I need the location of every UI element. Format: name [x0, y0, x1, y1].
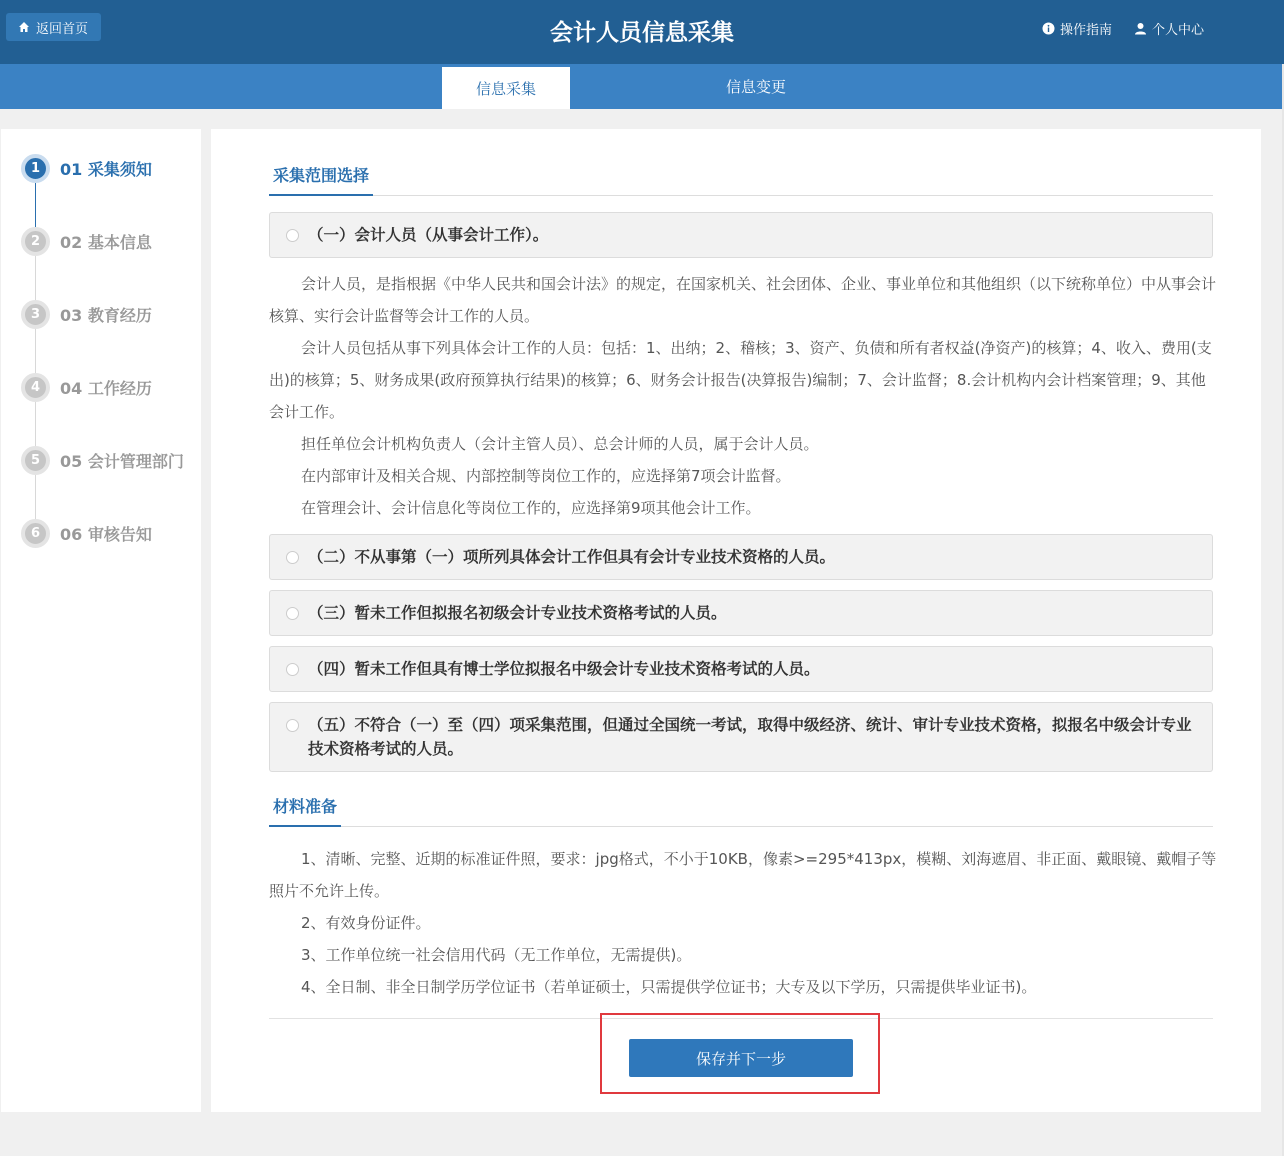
step-number: 4: [21, 373, 50, 402]
scope-option-label: （一）会计人员（从事会计工作）。: [308, 226, 549, 244]
materials-item: 3、工作单位统一社会信用代码（无工作单位，无需提供)。: [301, 946, 692, 964]
radio-button[interactable]: [286, 607, 299, 620]
step-connector: [35, 402, 36, 446]
step-connector: [35, 256, 36, 300]
step-number: 6: [21, 519, 50, 548]
scope-option-4[interactable]: [269, 646, 1213, 692]
guide-link[interactable]: [1042, 19, 1112, 38]
step-label: 06 审核告知: [60, 525, 152, 544]
scope-option-3[interactable]: [269, 590, 1213, 636]
scope-section-header: [269, 158, 1213, 196]
step-2[interactable]: [21, 227, 152, 256]
radio-button[interactable]: [286, 719, 299, 732]
profile-link[interactable]: [1134, 19, 1204, 38]
tab-info-collection[interactable]: 信息采集: [442, 64, 570, 109]
step-label: 04 工作经历: [60, 379, 152, 398]
step-6[interactable]: [21, 519, 152, 548]
scope-option-5[interactable]: [269, 702, 1213, 772]
top-header: [0, 0, 1284, 64]
scope-description: 会计人员，是指根据《中华人民共和国会计法》的规定，在国家机关、社会团体、企业、事业单位和其他组织（以下统称单位）中从事会计核算、实行会计监督等会计工作的人员。: [269, 275, 1217, 325]
step-1[interactable]: [21, 154, 152, 183]
step-sidebar: [1, 129, 201, 1112]
materials-heading: 材料准备: [269, 789, 341, 827]
info-icon: [1042, 22, 1055, 35]
scope-option-label: （二）不从事第（一）项所列具体会计工作但具有会计专业技术资格的人员。: [308, 548, 836, 566]
step-3[interactable]: [21, 300, 152, 329]
materials-item: 4、全日制、非全日制学历学位证书（若单证硕士，只需提供学位证书；大专及以下学历，只需提供毕业证书)。: [301, 978, 1037, 996]
tab-info-change[interactable]: 信息变更: [725, 78, 786, 96]
home-button[interactable]: [6, 13, 101, 41]
scope-heading: 采集范围选择: [269, 158, 373, 196]
materials-item: 2、有效身份证件。: [301, 914, 431, 932]
home-icon: [18, 21, 30, 33]
step-number: 3: [21, 300, 50, 329]
scope-option-1[interactable]: [269, 212, 1213, 258]
step-number: 1: [21, 154, 50, 183]
scope-description: 担任单位会计机构负责人（会计主管人员）、总会计师的人员，属于会计人员。: [301, 435, 819, 453]
profile-link-label: 个人中心: [1151, 23, 1204, 38]
scope-description: 会计人员包括从事下列具体会计工作的人员：包括：1、出纳；2、稽核；3、资产、负债和所有者权益(净资产)的核算；4、收入、费用(支出)的核算；5、财务成果(政府预算执行结果)的核算；6、财务会计报告(决算报告)编制；7、会计监督；8.会计机构内会计档案管理；9、其他会计工作。: [269, 339, 1212, 421]
step-4[interactable]: [21, 373, 152, 402]
main-content: [211, 129, 1261, 1112]
radio-button[interactable]: [286, 663, 299, 676]
step-connector: [35, 329, 36, 373]
scope-option-label: （三）暂未工作但拟报名初级会计专业技术资格考试的人员。: [308, 604, 727, 622]
step-label: 03 教育经历: [60, 306, 152, 325]
step-connector: [35, 475, 36, 519]
home-button-label: 返回首页: [36, 21, 89, 37]
user-icon: [1134, 22, 1147, 35]
step-5[interactable]: [21, 446, 184, 475]
guide-link-label: 操作指南: [1059, 23, 1112, 38]
scope-description: 在内部审计及相关合规、内部控制等岗位工作的，应选择第7项会计监督。: [301, 467, 791, 485]
step-number: 5: [21, 446, 50, 475]
scope-option-label: （五）不符合（一）至（四）项采集范围，但通过全国统一考试，取得中级经济、统计、审计专业技术资格，拟报名中级会计专业技术资格考试的人员。: [308, 716, 1192, 758]
radio-button[interactable]: [286, 229, 299, 242]
scope-option-label: （四）暂未工作但具有博士学位拟报名中级会计专业技术资格考试的人员。: [308, 660, 820, 678]
save-next-button[interactable]: 保存并下一步: [629, 1039, 853, 1077]
materials-section-header: [269, 789, 1213, 827]
step-label: 02 基本信息: [60, 233, 152, 252]
scope-description: 在管理会计、会计信息化等岗位工作的，应选择第9项其他会计工作。: [301, 499, 761, 517]
materials-item: 1、清晰、完整、近期的标准证件照，要求：jpg格式，不小于10KB，像素>=295*413px，模糊、刘海遮眉、非正面、戴眼镜、戴帽子等照片不允许上传。: [269, 850, 1217, 900]
divider: [269, 1018, 1213, 1019]
radio-button[interactable]: [286, 551, 299, 564]
step-label: 05 会计管理部门: [60, 452, 184, 471]
step-connector: [35, 183, 36, 227]
step-label: 01 采集须知: [60, 160, 152, 179]
scope-option-2[interactable]: [269, 534, 1213, 580]
page-title: 会计人员信息采集: [550, 20, 734, 46]
step-number: 2: [21, 227, 50, 256]
tab-bar: [0, 64, 1284, 109]
